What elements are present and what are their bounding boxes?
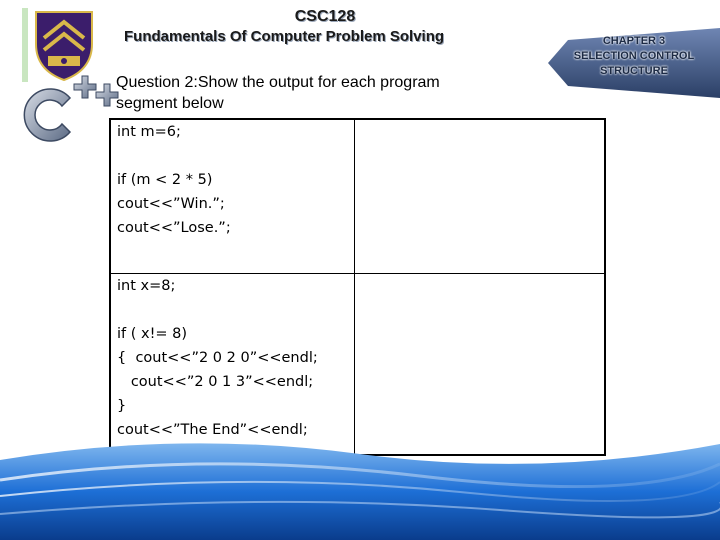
code-line: cout<<”2 0 1 3”<<endl;	[117, 373, 314, 390]
chapter-title-line2: STRUCTURE	[600, 65, 668, 77]
exercise-table	[109, 118, 606, 456]
code-line: }	[117, 397, 127, 414]
question-line-1: Question 2:Show the output for each program	[116, 74, 440, 91]
course-code: CSC128	[294, 8, 356, 25]
chapter-badge-text	[548, 34, 720, 79]
code-line: { cout<<”2 0 2 0”<<endl;	[117, 349, 318, 366]
table-row	[110, 273, 605, 455]
code-line	[117, 298, 354, 322]
code-line: int m=6;	[117, 124, 181, 140]
chapter-title-line1: SELECTION CONTROL	[573, 50, 695, 62]
answer-cell[interactable]	[354, 119, 605, 273]
chapter-number: CHAPTER 3	[602, 35, 666, 47]
course-title: Fundamentals Of Computer Problem Solving	[124, 28, 445, 45]
answer-cell[interactable]	[354, 273, 605, 455]
code-cell	[110, 119, 354, 273]
code-line: cout<<”Lose.”;	[117, 220, 231, 236]
code-line: if ( x!= 8)	[117, 325, 188, 342]
question-text	[116, 72, 440, 114]
code-line: if (m < 2 * 5)	[117, 172, 213, 188]
code-line: cout<<”Win.”;	[117, 196, 225, 212]
footer-wave-decoration	[0, 430, 720, 540]
code-line: cout<<”The End”<<endl;	[117, 421, 308, 438]
table-row	[110, 119, 605, 273]
code-line	[117, 144, 354, 168]
question-line-2: segment below	[116, 95, 224, 112]
code-cell	[110, 273, 354, 455]
code-line: int x=8;	[117, 277, 176, 294]
